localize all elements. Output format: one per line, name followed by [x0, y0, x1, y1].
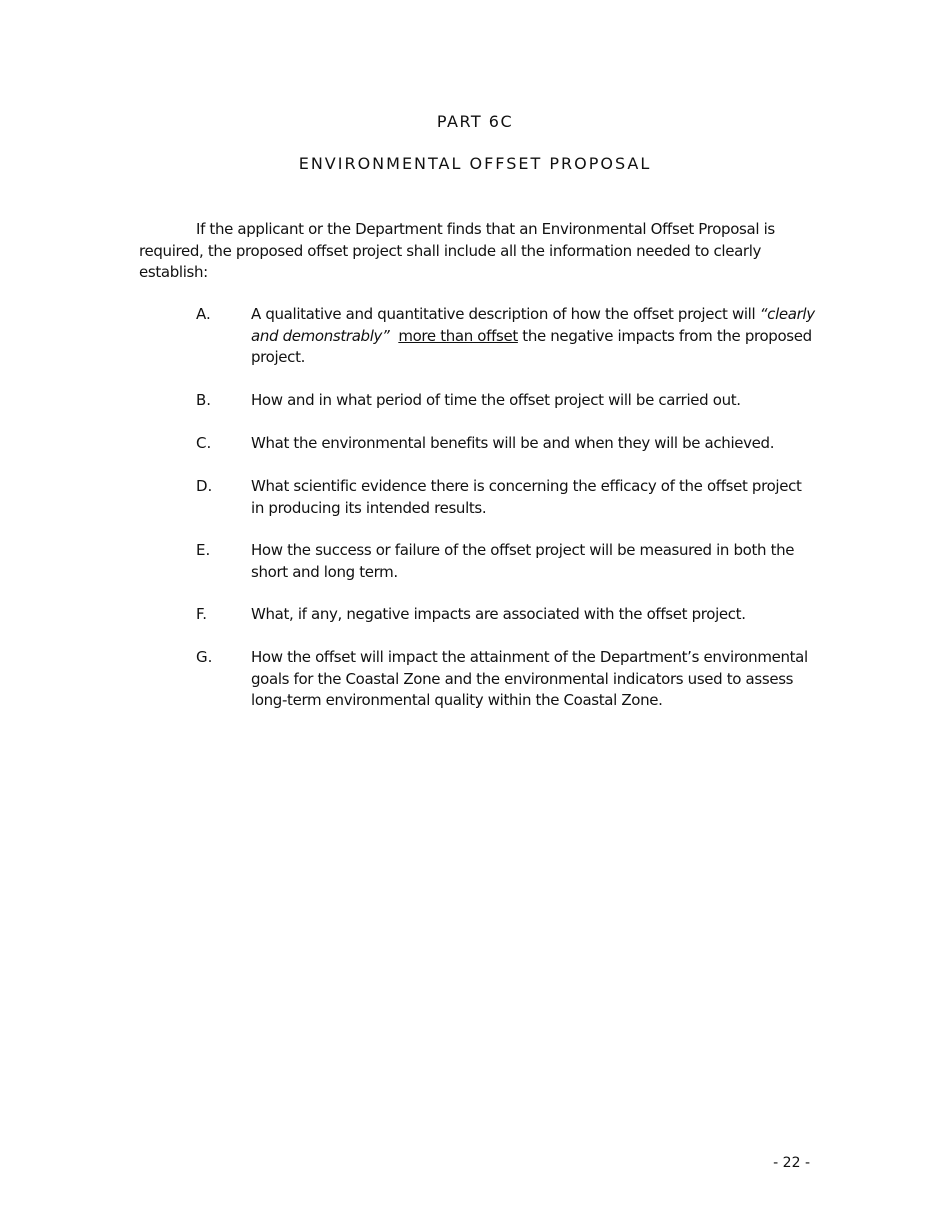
item-a-text-before: A qualitative and quantitative description of how the offset project will [251, 305, 760, 323]
list-item-letter: A. [196, 305, 211, 323]
list-item-letter: C. [196, 434, 212, 452]
item-a-text-after: the negative impacts from the proposed project. [251, 326, 812, 366]
list-item-text: How the success or failure of the offset project will be measured in both the short and long term. [251, 541, 795, 581]
list-item-letter: D. [196, 477, 213, 495]
list-item-text: How and in what period of time the offset project will be carried out. [251, 391, 741, 409]
list-item-text: What, if any, negative impacts are associated with the offset project. [251, 605, 746, 623]
page-title: ENVIRONMENTAL OFFSET PROPOSAL [298, 154, 652, 173]
part-heading: PART 6C [436, 112, 514, 131]
intro-paragraph: If the applicant or the Department finds that an Environmental Offset Proposal is required, the proposed offset project shall include all the information needed to clearly establish: [139, 220, 775, 281]
page-number: - 22 - [773, 1155, 810, 1171]
item-a-italic-phrase: “clearly and demonstrably” [251, 305, 815, 345]
list-item-letter: E. [196, 541, 211, 559]
item-a-underlined-phrase: more than offset [398, 326, 518, 345]
list-item-text: What scientific evidence there is concerning the efficacy of the offset project in producing its intended results. [251, 477, 802, 517]
list-item-letter: B. [196, 391, 212, 409]
list-item-text [251, 304, 816, 369]
list-item-letter: G. [196, 648, 213, 666]
list-item-letter: F. [196, 605, 207, 623]
list-item-text: What the environmental benefits will be and when they will be achieved. [251, 434, 775, 452]
list-item-text: How the offset will impact the attainment of the Department’s environmental goals for the Coastal Zone and the environmental indicators used to assess long-term environmental quality within the Coastal Zone. [251, 648, 808, 709]
